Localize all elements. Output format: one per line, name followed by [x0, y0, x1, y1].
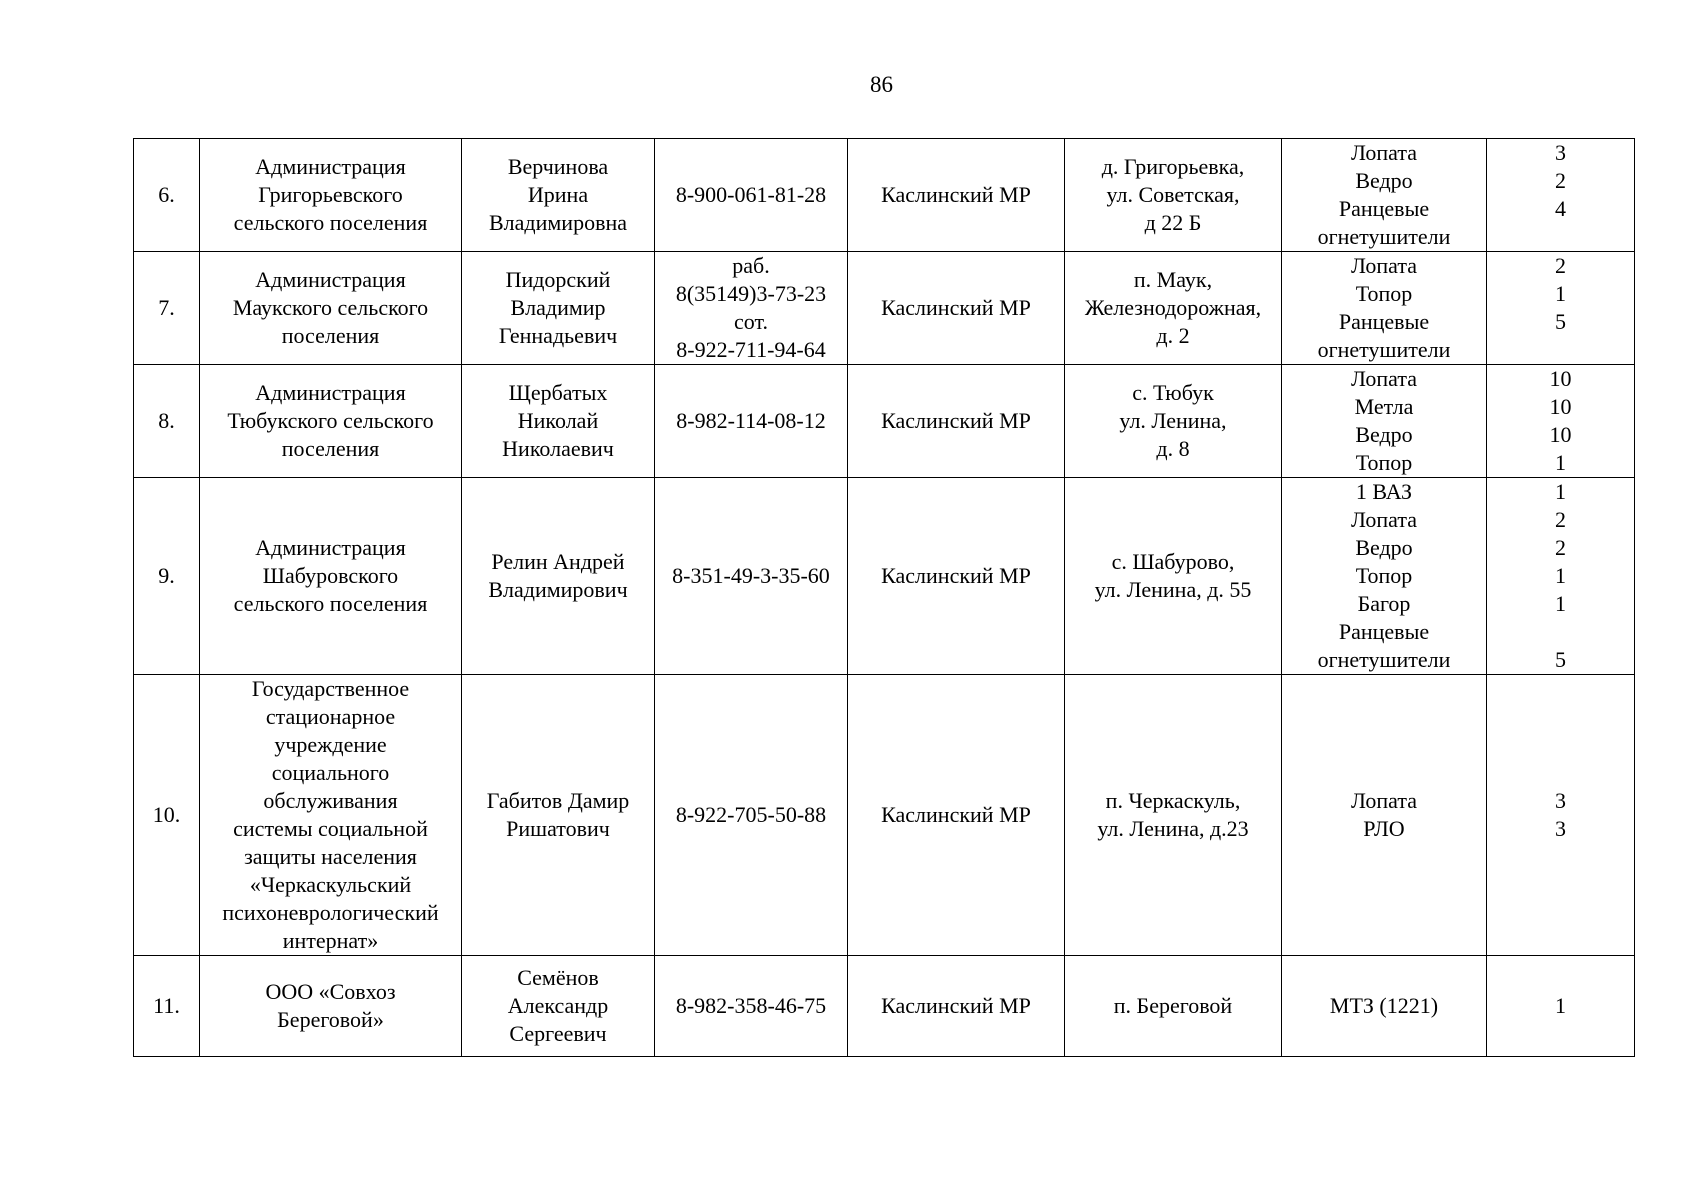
cell-equipment [1282, 252, 1487, 365]
cell-contact-person-line: Габитов Дамир [486, 788, 630, 813]
cell-equipment [1282, 478, 1487, 675]
cell-district-text: Каслинский МР [881, 408, 1031, 433]
cell-number-text: 11. [153, 993, 180, 1018]
cell-contact-person [462, 139, 655, 252]
cell-equipment-line: Топор [1355, 563, 1413, 588]
cell-district-text: Каслинский МР [881, 802, 1031, 827]
cell-address-line: п. Береговой [1113, 993, 1233, 1018]
cell-equipment-line: огнетушители [1317, 337, 1451, 362]
cell-district [848, 478, 1065, 675]
cell-organization-line: Администрация [255, 535, 406, 560]
cell-quantity-line: 4 [1555, 196, 1566, 221]
cell-organization-line: Государственное [251, 676, 410, 701]
cell-contact-person-line: Релин Андрей [491, 549, 625, 574]
cell-phone-line: 8-351-49-3-35-60 [672, 563, 830, 588]
cell-district-text: Каслинский МР [881, 295, 1031, 320]
cell-quantity-line: 2 [1555, 168, 1566, 193]
cell-contact-person [462, 956, 655, 1057]
cell-contact-person [462, 252, 655, 365]
cell-district-text: Каслинский МР [881, 993, 1031, 1018]
cell-equipment-line: Топор [1355, 450, 1413, 475]
cell-organization [200, 956, 462, 1057]
cell-contact-person-line: Пидорский [505, 267, 611, 292]
cell-equipment [1282, 675, 1487, 956]
cell-quantity-line: 1 [1555, 450, 1566, 475]
cell-organization-line: стационарное [265, 704, 396, 729]
cell-contact-person-line: Владимир [510, 295, 606, 320]
cell-address [1065, 956, 1282, 1057]
cell-contact-person-line: Владимирович [488, 577, 628, 602]
table-row [134, 252, 1635, 365]
cell-number-text: 10. [152, 802, 181, 827]
cell-contact-person-line: Владимировна [488, 210, 627, 235]
cell-organization-line: Береговой» [277, 1007, 384, 1032]
cell-address-line: п. Маук, [1133, 267, 1213, 292]
cell-organization-line: Администрация [255, 380, 406, 405]
cell-number-text: 9. [158, 563, 175, 588]
cell-number [134, 252, 200, 365]
table-body [134, 139, 1635, 1057]
cell-organization-line: поселения [281, 436, 380, 461]
cell-contact-person [462, 365, 655, 478]
cell-address [1065, 252, 1282, 365]
cell-phone-line: 8-922-711-94-64 [676, 337, 826, 362]
cell-equipment-line: РЛО [1363, 816, 1405, 841]
cell-phone [655, 365, 848, 478]
cell-quantity-line: 1 [1555, 591, 1566, 616]
cell-contact-person-line: Николай [517, 408, 599, 433]
cell-organization-line: Григорьевского [258, 182, 403, 207]
cell-quantity-line [1487, 618, 1634, 646]
cell-quantity-line: 5 [1555, 309, 1566, 334]
cell-phone-line: 8-900-061-81-28 [675, 182, 827, 207]
cell-quantity-line: 5 [1555, 647, 1566, 672]
cell-organization-line: Тюбукского сельского [227, 408, 434, 433]
cell-contact-person [462, 675, 655, 956]
cell-address-line: д. 2 [1156, 323, 1190, 348]
cell-number [134, 956, 200, 1057]
table-row [134, 365, 1635, 478]
cell-number-text: 7. [158, 295, 175, 320]
cell-number [134, 139, 200, 252]
cell-quantity-line: 10 [1549, 394, 1572, 419]
cell-equipment-line: Ведро [1355, 168, 1413, 193]
cell-organization-line: психоневрологический [222, 900, 439, 925]
cell-contact-person-line: Ришатович [506, 816, 610, 841]
cell-address-line: ул. Ленина, д. 55 [1094, 577, 1252, 602]
cell-contact-person-line: Семёнов [517, 965, 599, 990]
cell-organization [200, 365, 462, 478]
cell-district-text: Каслинский МР [881, 563, 1031, 588]
cell-quantity [1487, 365, 1635, 478]
cell-quantity-line: 2 [1555, 535, 1566, 560]
cell-equipment-line: Ведро [1355, 535, 1413, 560]
cell-organization [200, 478, 462, 675]
cell-address-line: д. Григорьевка, [1101, 154, 1245, 179]
cell-quantity-line [1487, 223, 1634, 251]
cell-organization-line: системы социальной [233, 816, 428, 841]
cell-phone [655, 956, 848, 1057]
cell-address-line: ул. Советская, [1106, 182, 1240, 207]
cell-quantity-line: 3 [1555, 816, 1566, 841]
cell-quantity-line [1487, 336, 1634, 364]
cell-equipment-line: Лопата [1351, 366, 1417, 391]
cell-organization-line: социального [271, 760, 390, 785]
cell-equipment-line: Топор [1355, 281, 1413, 306]
cell-organization [200, 252, 462, 365]
cell-address [1065, 139, 1282, 252]
cell-address [1065, 365, 1282, 478]
cell-number [134, 478, 200, 675]
cell-phone-line: 8-982-358-46-75 [675, 993, 827, 1018]
cell-district [848, 252, 1065, 365]
cell-equipment [1282, 365, 1487, 478]
cell-contact-person-line: Александр [507, 993, 609, 1018]
cell-quantity [1487, 675, 1635, 956]
page-number: 86 [870, 72, 893, 97]
cell-organization-line: обслуживания [263, 788, 398, 813]
cell-organization [200, 139, 462, 252]
cell-quantity-line: 3 [1555, 140, 1566, 165]
cell-phone [655, 675, 848, 956]
cell-organization-line: Администрация [255, 267, 406, 292]
cell-equipment [1282, 139, 1487, 252]
cell-phone-line: 8-982-114-08-12 [676, 408, 826, 433]
cell-equipment-line: Ведро [1355, 422, 1413, 447]
cell-organization-line: «Черкаскульский [249, 872, 412, 897]
cell-equipment-line: Ранцевые [1338, 619, 1430, 644]
cell-quantity [1487, 252, 1635, 365]
cell-equipment-line: Ранцевые [1338, 196, 1430, 221]
table-row [134, 956, 1635, 1057]
cell-quantity-line: 10 [1549, 422, 1572, 447]
cell-contact-person-line: Ирина [527, 182, 589, 207]
cell-equipment [1282, 956, 1487, 1057]
cell-quantity-line: 1 [1555, 479, 1566, 504]
cell-quantity-line: 1 [1555, 993, 1566, 1018]
cell-equipment-line: Ранцевые [1338, 309, 1430, 334]
cell-district [848, 956, 1065, 1057]
cell-organization-line: защиты населения [244, 844, 417, 869]
cell-district [848, 675, 1065, 956]
cell-equipment-line: огнетушители [1317, 224, 1451, 249]
cell-address-line: д 22 Б [1144, 210, 1202, 235]
cell-organization-line: сельского поселения [233, 210, 428, 235]
cell-phone [655, 252, 848, 365]
cell-equipment-line: огнетушители [1317, 647, 1451, 672]
cell-district-text: Каслинский МР [881, 182, 1031, 207]
cell-number-text: 6. [158, 182, 175, 207]
cell-equipment-line: МТЗ (1221) [1329, 993, 1439, 1018]
cell-phone-line: раб. [732, 253, 770, 278]
cell-equipment-line: Лопата [1351, 788, 1417, 813]
cell-phone-line: 8(35149)3-73-23 [675, 281, 827, 306]
cell-organization-line: поселения [281, 323, 380, 348]
cell-organization-line: Шабуровского [262, 563, 399, 588]
cell-contact-person-line: Николаевич [502, 436, 614, 461]
cell-organization-line: учреждение [274, 732, 387, 757]
cell-phone [655, 478, 848, 675]
cell-organization-line: интернат» [282, 928, 379, 953]
cell-district [848, 365, 1065, 478]
cell-contact-person-line: Верчинова [507, 154, 609, 179]
cell-equipment-line: Лопата [1351, 507, 1417, 532]
cell-address-line: с. Тюбук [1132, 380, 1214, 405]
cell-address-line: п. Черкаскуль, [1105, 788, 1241, 813]
cell-address-line: ул. Ленина, [1119, 408, 1227, 433]
cell-contact-person [462, 478, 655, 675]
cell-phone-line: 8-922-705-50-88 [675, 802, 827, 827]
cell-equipment-line: Багор [1357, 591, 1411, 616]
cell-phone-line: сот. [734, 309, 768, 334]
cell-equipment-line: 1 ВАЗ [1355, 479, 1413, 504]
cell-equipment-line: Лопата [1351, 140, 1417, 165]
cell-organization [200, 675, 462, 956]
cell-address-line: ул. Ленина, д.23 [1097, 816, 1249, 841]
cell-equipment-line: Лопата [1351, 253, 1417, 278]
cell-quantity-line: 2 [1555, 253, 1566, 278]
cell-quantity [1487, 956, 1635, 1057]
resources-table [133, 138, 1635, 1057]
cell-organization-line: сельского поселения [233, 591, 428, 616]
cell-organization-line: Администрация [255, 154, 406, 179]
cell-quantity [1487, 478, 1635, 675]
cell-number-text: 8. [158, 408, 175, 433]
cell-quantity-line: 2 [1555, 507, 1566, 532]
cell-address-line: д. 8 [1156, 436, 1190, 461]
table-row [134, 139, 1635, 252]
cell-quantity-line: 3 [1555, 788, 1566, 813]
cell-quantity-line: 1 [1555, 281, 1566, 306]
cell-district [848, 139, 1065, 252]
cell-contact-person-line: Сергеевич [509, 1021, 607, 1046]
cell-quantity-line: 10 [1549, 366, 1572, 391]
cell-phone [655, 139, 848, 252]
cell-address [1065, 675, 1282, 956]
cell-contact-person-line: Щербатых [508, 380, 608, 405]
cell-address-line: Железнодорожная, [1084, 295, 1262, 320]
cell-organization-line: ООО «Совхоз [265, 979, 396, 1004]
cell-equipment-line: Метла [1354, 394, 1414, 419]
cell-contact-person-line: Геннадьевич [498, 323, 618, 348]
cell-organization-line: Маукского сельского [232, 295, 429, 320]
table-row [134, 478, 1635, 675]
cell-address [1065, 478, 1282, 675]
cell-number [134, 675, 200, 956]
cell-address-line: с. Шабурово, [1111, 549, 1235, 574]
cell-quantity-line: 1 [1555, 563, 1566, 588]
cell-quantity [1487, 139, 1635, 252]
table-row [134, 675, 1635, 956]
cell-number [134, 365, 200, 478]
